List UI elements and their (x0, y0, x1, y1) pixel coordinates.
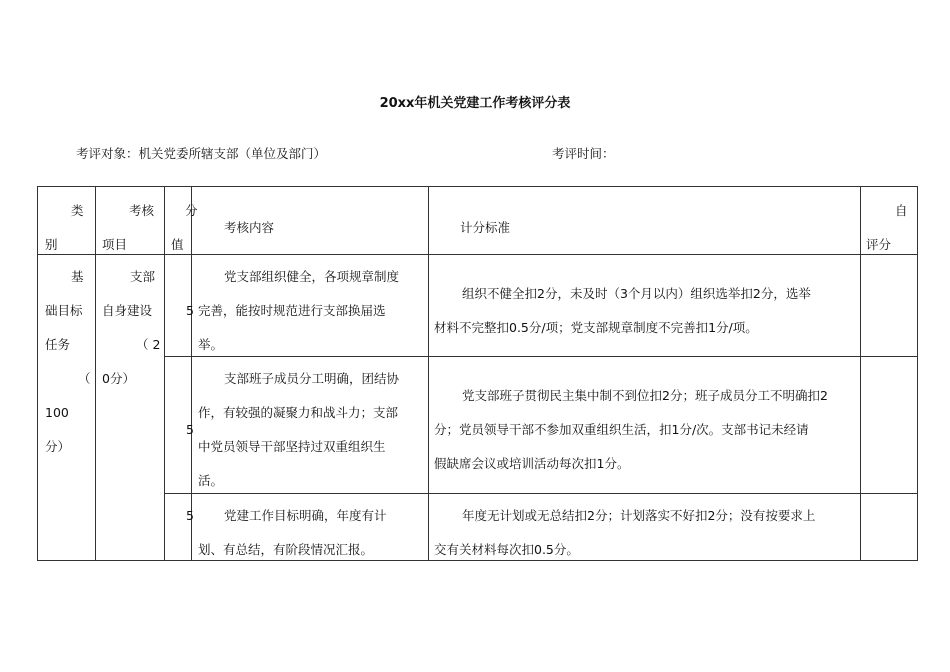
item-line: 自身建设 (102, 303, 153, 318)
row-content-line: 党建工作目标明确，年度有计 (224, 508, 387, 523)
page-title: 20xx年机关党建工作考核评分表 (379, 96, 571, 111)
row-standard-line: 党支部班子贯彻民主集中制不到位扣2分；班子成员分工不明确扣2 (462, 388, 828, 403)
row-score: 5 (186, 422, 194, 437)
header-standard: 计分标准 (460, 220, 511, 235)
item-line: 支部 (130, 269, 156, 284)
header-score-1: 分 (185, 203, 198, 218)
category-line: 基 (71, 269, 84, 284)
row-standard-line: 年度无计划或无总结扣2分；计划落实不好扣2分；没有按要求上 (462, 508, 816, 523)
row-content-line: 党支部组织健全，各项规章制度 (224, 269, 400, 284)
row-content-line: 支部班子成员分工明确，团结协 (224, 371, 400, 386)
row-score: 5 (186, 508, 194, 523)
header-score-2: 值 (171, 237, 184, 252)
row-standard-line: 交有关材料每次扣0.5分。 (434, 542, 579, 557)
row-standard-line: 分；党员领导干部不参加双重组织生活，扣1分/次。支部书记未经请 (434, 422, 809, 437)
item-line: （ 2 (136, 337, 161, 352)
item-line: 0分） (102, 371, 135, 386)
category-line: 础目标 (45, 303, 83, 318)
category-line: （ (78, 371, 91, 386)
header-self-2: 评分 (866, 237, 892, 252)
category-line: 分） (45, 439, 71, 454)
evaluation-target: 考评对象：机关党委所辖支部（单位及部门） (76, 146, 327, 161)
header-item-1: 考核 (129, 203, 155, 218)
score-table (37, 186, 918, 561)
header-content: 考核内容 (224, 220, 275, 235)
category-line: 任务 (45, 337, 71, 352)
row-content-line: 中党员领导干部坚持过双重组织生 (198, 439, 386, 454)
row-content-line: 举。 (198, 337, 224, 352)
header-category-1: 类 (71, 203, 84, 218)
row-standard-line: 组织不健全扣2分，未及时（3个月以内）组织选举扣2分，选举 (462, 286, 811, 301)
row-score: 5 (186, 303, 194, 318)
row-content-line: 划、有总结，有阶段情况汇报。 (198, 542, 374, 557)
header-self-1: 自 (895, 203, 908, 218)
row-content-line: 活。 (198, 473, 224, 488)
header-item-2: 项目 (102, 237, 128, 252)
row-content-line: 作，有较强的凝聚力和战斗力；支部 (198, 405, 399, 420)
row-content-line: 完善，能按时规范进行支部换届选 (198, 303, 386, 318)
category-line: 100 (45, 405, 69, 420)
row-standard-line: 材料不完整扣0.5分/项；党支部规章制度不完善扣1分/项。 (434, 320, 758, 335)
row-standard-line: 假缺席会议或培训活动每次扣1分。 (434, 456, 630, 471)
evaluation-time: 考评时间： (552, 146, 615, 161)
header-category-2: 别 (45, 237, 58, 252)
